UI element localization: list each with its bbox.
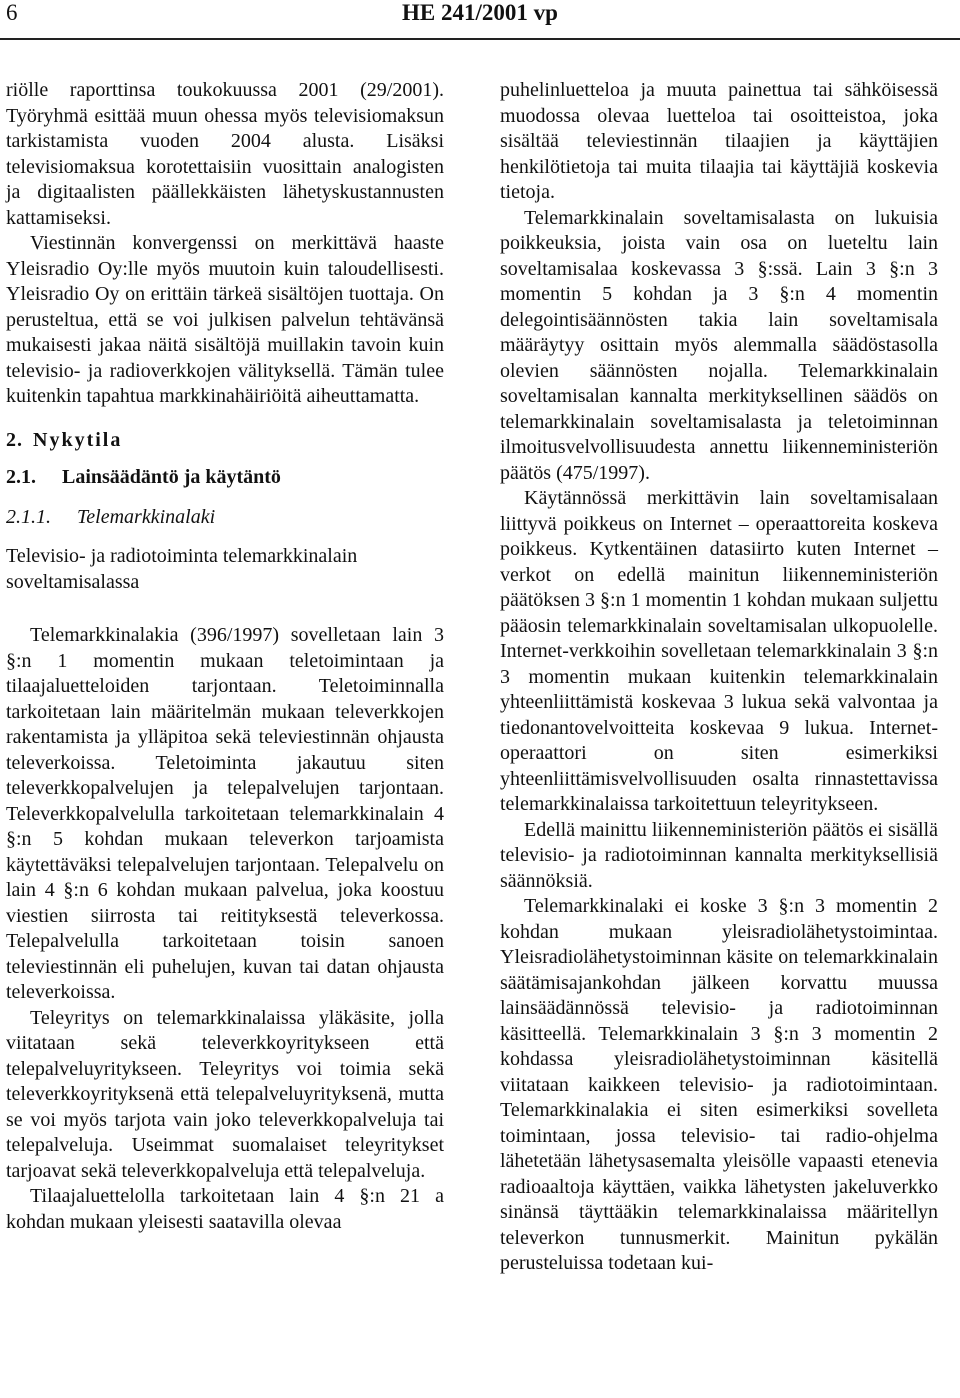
right-column bbox=[500, 78, 938, 1277]
section-number: 2. bbox=[6, 428, 23, 451]
subsection-heading bbox=[6, 465, 444, 491]
section-heading bbox=[6, 428, 444, 454]
paragraph: Edellä mainittu liikenneministeriön päätös ei sisällä televisio- ja radiotoiminnan kannalta merkityksellisiä säännöksiä. bbox=[500, 818, 938, 892]
paragraph: Viestinnän konvergenssi on merkittävä haaste Yleisradio Oy:lle myös muutoin kuin taloudellisesti. Yleisradio Oy on erittäin tärkeä sisältöjen tuottaja. On perusteltua, että se voi julkisen palvelun tehtävänsä mukaisesti jakaa näitä sisältöjä muillakin tavoin kuin televisio- ja radioverkkojen välityksellä. Tämän tulee kuitenkin tapahtua markkinahäiriöitä aiheuttamatta. bbox=[6, 232, 444, 407]
paragraph: Telemarkkinalakia (396/1997) sovelletaan lain 3 §:n 1 momentin mukaan teletoimintaan ja tilaajaluetteloiden tarjontaan. Teletoiminnalla tarkoitetaan lain määritelmän mukaan televerkkojen rakentamista ja ylläpitoa sekä televiestinnän ohjausta televerkoissa. Teletoiminta jakautuu siten televerkkopalvelujen ja telepalvelujen tarjontaan. Televerkkopalvelulla tarkoitetaan telemarkkinalain 4 §:n 5 kohdan mukaan televerkon tarjoamista käytettäväksi telepalvelujen tarjontaan. Telepalvelu on lain 4 §:n 6 kohdan mukaan palvelua, joka koostuu viestien siirrosta tai reitityksestä televerkossa. Telepalvelulla tarkoitetaan toisin sanoen televiestinnän eli puhelujen, kuvan tai datan ohjausta televerkoissa. bbox=[6, 624, 444, 1003]
subsubsection-heading bbox=[6, 505, 444, 531]
paragraph: Telemarkkinalain soveltamisalasta on lukuisia poikkeuksia, joista vain osa on lueteltu lain soveltamisalaa koskevassa 3 §:ssä. Lain 3 §:n 3 momentin 5 kohdan ja 3 §:n 4 momentin delegointisäännösten takia lain soveltamisala määräytyy osittain myös alemmalla säädöstasolla olevien säännösten nojalla. Telemarkkinalain soveltamisalan kannalta merkityksellinen säädös on telemarkkinalain soveltamisalasta ja teletoiminnan ilmoitusvelvollisuudesta annettu liikenneministeriön päätös (475/1997). bbox=[500, 206, 938, 484]
paragraph: Tilaajaluettelolla tarkoitetaan lain 4 §:n 21 a kohdan mukaan yleisesti saatavilla olevaa bbox=[6, 1185, 444, 1233]
paragraph: Käytännössä merkittävin lain soveltamisalaan liittyvä poikkeus on Internet – operaattoreita koskeva poikkeus. Kytkentäinen datasiirto kuten Internet –verkot on edellä mainitun liikenneministeriön päätöksen 3 §:n 1 momentin 1 kohdan mukaan suljettu pääosin telemarkkinalain soveltamisalan ulkopuolelle. Internet-verkkoihin sovelletaan telemarkkinalain 3 §:n 3 momentin mukaan kuitenkin telemarkkinalain yhteenliittämistä koskevaa 3 lukua sekä valvontaa ja tiedonantovelvoitteita koskevaa 9 lukua. Internet-operaattori on siten esimerkiksi yhteenliittämisvelvollisuuden osalta rinnastettavissa telemarkkinalaissa tarkoitettuun teleyritykseen. bbox=[500, 487, 938, 815]
paragraph: riölle raporttinsa toukokuussa 2001 (29/2001). Työryhmä esittää muun ohessa myös televisiomaksun tarkistamista vuoden 2004 alusta. Lisäksi televisiomaksua korotettaisiin vuosittain analogisten ja digitaalisten päällekkäisten lähetyskustannusten kattamiseksi. bbox=[6, 79, 444, 229]
subsubsection-number: 2.1.1. bbox=[6, 505, 51, 528]
topic-heading: Televisio- ja radiotoiminta telemarkkinalain soveltamisalassa bbox=[6, 545, 358, 593]
paragraph: puhelinluetteloa ja muuta painettua tai sähköisessä muodossa olevaa luetteloa tai osoitteistoa, joka sisältää televiestinnän tilaajien ja käyttäjien henkilötietoja tai muita tilaajia tai käyttäjiä koskevia tietoja. bbox=[500, 79, 938, 203]
page-number: 6 bbox=[6, 0, 18, 25]
subsubsection-title: Telemarkkinalaki bbox=[77, 505, 216, 528]
document-id: HE 241/2001 vp bbox=[402, 0, 558, 25]
section-title: Nykytila bbox=[33, 428, 123, 451]
left-column bbox=[6, 78, 444, 1235]
header-rule bbox=[0, 38, 960, 40]
paragraph: Teleyritys on telemarkkinalaissa yläkäsite, jolla viitataan sekä televerkkoyritykseen että telepalveluyritykseen. Teleyritys voi toimia sekä televerkkoyrityksenä että telepalveluyrityksenä, mutta se voi myös tarjota vain joko televerkkopalveluja tai telepalveluja. Useimmat suomalaiset teleyritykset tarjoavat sekä televerkkopalveluja että telepalveluja. bbox=[6, 1006, 444, 1182]
subsection-title: Lainsäädäntö ja käytäntö bbox=[62, 466, 281, 488]
subsection-number: 2.1. bbox=[6, 466, 36, 488]
paragraph: Telemarkkinalaki ei koske 3 §:n 3 momentin 2 kohdan mukaan yleisradiolähetystoimintaa. Yleisradiolähetystoiminnan käsite on telemarkkinalain säätämisajankohdan jälkeen korvattu muussa lainsäädännössä televisio- ja radiotoiminnan käsitteellä. Telemarkkinalain 3 §:n 3 momentin 2 kohdassa yleisradiolähetystoiminnan käsitellä viitataan kaikkeen televisio- ja radiotoimintaan. Telemarkkinalakia ei siten esimerkiksi sovelleta toimintaan, jossa televisio- tai radio-ohjelma lähetetään lähetysasemalta yleisölle vapaasti etenevia radioaaltoja käyttäen, vaikka lähetysten jakeluverkko sinänsä täyttääkin telemarkkinalaissa määritellyn televerkon tunnusmerkit. Mainitun pykälän perusteluissa todetaan kui- bbox=[500, 895, 938, 1274]
page-header bbox=[0, 0, 960, 40]
